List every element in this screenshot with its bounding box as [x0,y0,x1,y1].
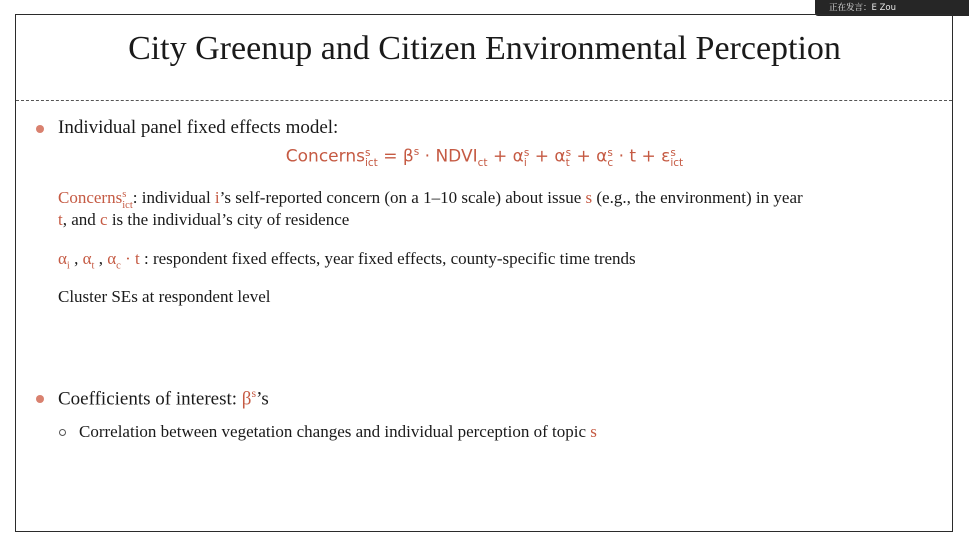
possessive-suffix: ’s [256,388,269,410]
op-plus: + [636,146,662,167]
sub-c: c [116,260,121,272]
var-i: i [214,188,220,207]
beta-symbol: β [241,388,252,410]
var-t: t [58,210,63,229]
op-plus: + [487,146,513,167]
bullet-dot [36,395,44,403]
sup-s: s [523,146,530,159]
bullet2-text: Coefficients of interest: [58,388,242,410]
op-equals: = [377,146,403,167]
bullet-model-heading: Individual panel fixed effects model: [58,117,339,138]
formula-lhs: Concerns [285,146,365,167]
definition-concerns-line2 [58,210,349,230]
definition-concerns-line1 [58,188,803,211]
definition-fixed-effects [58,249,636,271]
regression-formula [0,146,969,169]
sub-ct: ct [477,157,488,170]
sub-i: i [523,157,527,170]
alpha-symbol: α [596,146,608,167]
sup-s: s [364,146,371,159]
slide-frame [15,14,953,532]
epsilon-symbol: ε [661,146,671,167]
dot-t: · t [120,249,140,268]
alpha-symbol: α [82,249,92,268]
sup-s: s [122,189,127,201]
sub-bullet-circle [59,429,66,436]
alpha-symbol: α [512,146,524,167]
slide-title: City Greenup and Citizen Environmental Perception [128,30,841,67]
beta-symbol: β [402,146,414,167]
op-plus: + [529,146,555,167]
alpha-symbol: α [58,249,67,268]
def-text: : individual [132,188,215,207]
sub-c: c [607,157,614,170]
sup-s: s [607,146,613,159]
sub-bullet-text: Correlation between vegetation changes and individual perception of topic [79,422,591,441]
op-plus: + [571,146,597,167]
sup-s: s [565,146,572,159]
sub-t: t [565,157,570,170]
op-dot: · [419,146,436,167]
cluster-se-note: Cluster SEs at respondent level [58,287,271,306]
active-speaker-indicator: 正在发言：E Zou [815,0,969,16]
alpha-symbol: α [554,146,566,167]
sup-s: s [413,146,420,158]
sub-bullet-correlation [79,422,597,442]
def-text: , and [62,210,101,229]
sub-ict: ict [364,157,378,170]
title-divider [16,100,952,101]
comma: , [69,249,83,268]
ndvi-term: NDVI [435,146,478,167]
sup-s: s [670,146,676,159]
var-s: s [585,188,593,207]
def-text: ’s self-reported concern (on a 1–10 scale) about issue [219,188,586,207]
t-variable: t [629,146,637,167]
comma: , [94,249,108,268]
bullet-coefficients [58,387,269,410]
def-text: is the individual’s city of residence [107,210,350,229]
sub-t: t [91,260,95,272]
sub-ict: ict [670,157,684,170]
bullet-dot [36,125,44,133]
op-dot: · [613,146,630,167]
def-text: (e.g., the environment) in year [592,188,803,207]
var-c: c [100,210,108,229]
def-text: : respondent fixed effects, year fixed effects, county-specific time trends [139,249,636,268]
concerns-term: Concerns [58,188,123,207]
var-s: s [590,422,597,441]
alpha-symbol: α [107,249,117,268]
sup-s: s [251,387,257,400]
sub-i: i [66,260,70,272]
sub-ict: ict [122,199,133,211]
